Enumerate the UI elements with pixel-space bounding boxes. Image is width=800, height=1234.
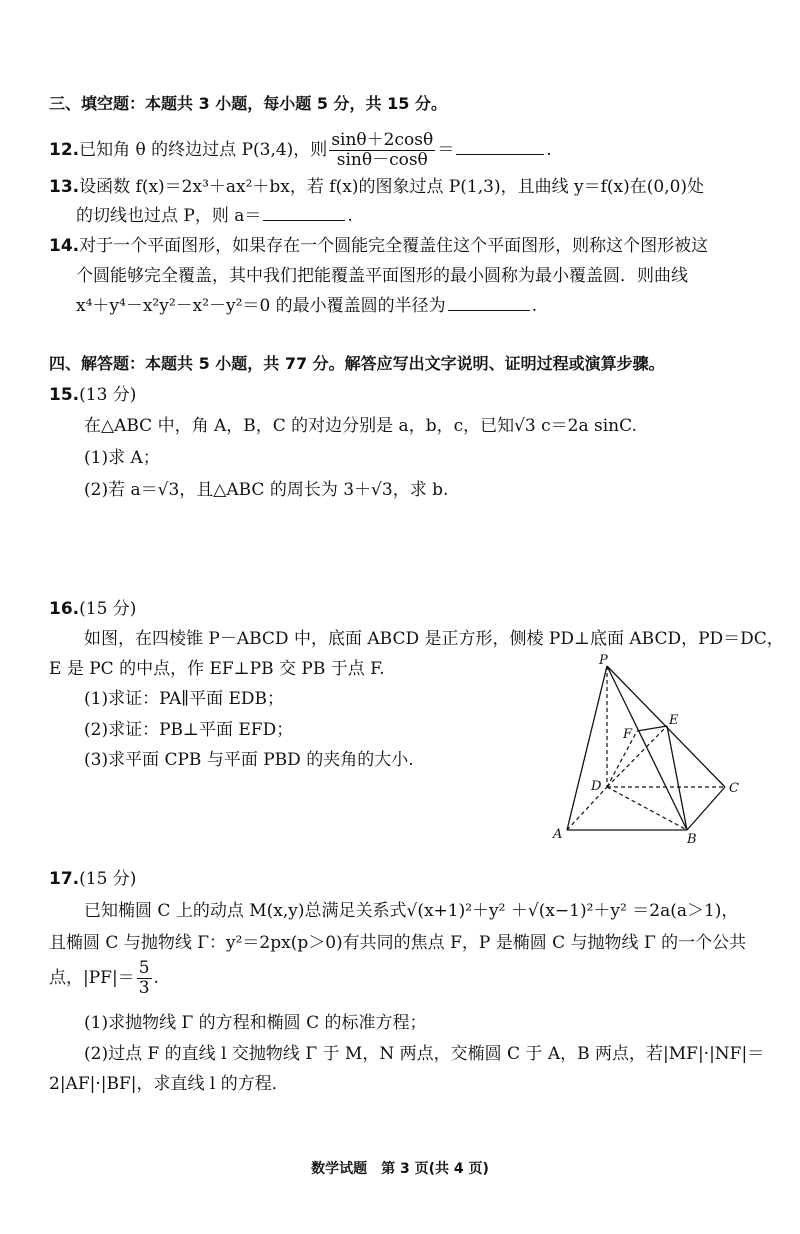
question-14-line-3: [76, 295, 537, 317]
period: .: [531, 296, 538, 316]
label-E: E: [669, 713, 679, 728]
fraction: [329, 131, 435, 170]
question-15-header: [49, 384, 136, 406]
segment-DF: [607, 731, 637, 787]
question-12: [49, 128, 552, 172]
question-number: 17.: [49, 869, 80, 889]
question-15-text: 在△ABC 中，角 A，B，C 的对边分别是 a，b，c，已知√3 c＝2a sinC.: [84, 416, 637, 436]
fraction: [137, 959, 152, 998]
question-13-line-2: [76, 205, 353, 227]
question-text: 的切线也过点 P，则 a＝: [76, 206, 262, 226]
question-15-part-1: (1)求 A；: [84, 448, 160, 468]
period: .: [546, 140, 552, 160]
segment-EB: [667, 726, 687, 830]
fraction-denominator: 3: [138, 978, 150, 998]
answer-blank: [448, 296, 530, 311]
question-text: 对于一个平面图形，如果存在一个圆能完全覆盖住这个平面图形，则称这个图形被这: [79, 236, 709, 256]
question-14: [49, 235, 708, 257]
fraction-denominator: sinθ－cosθ: [336, 150, 428, 170]
question-15-part-2: (2)若 a＝√3，且△ABC 的周长为 3＋√3，求 b.: [84, 480, 449, 500]
question-16-part-1: (1)求证：PA∥平面 EDB；: [84, 689, 285, 709]
question-17-part-1: (1)求抛物线 Γ 的方程和椭圆 C 的标准方程；: [84, 1013, 427, 1033]
question-number: 16.: [49, 599, 80, 619]
question-16-text-1: 如图，在四棱锥 P－ABCD 中，底面 ABCD 是正方形，侧棱 PD⊥底面 ABCD，PD＝DC，: [84, 629, 784, 649]
period: .: [347, 206, 353, 226]
question-text: 点，|PF|＝: [49, 968, 135, 988]
question-13: [49, 176, 704, 198]
question-text: 已知角 θ 的终边过点 P(3,4)，则: [79, 140, 328, 160]
question-score: (15 分): [79, 869, 137, 889]
segment-DE: [607, 726, 667, 787]
label-D: D: [591, 779, 602, 794]
question-score: (15 分): [79, 599, 137, 619]
question-number: 14.: [49, 236, 80, 256]
question-17-text-3: [49, 956, 159, 1000]
question-16-part-2: (2)求证：PB⊥平面 EFD；: [84, 720, 294, 740]
question-14-line-2: 个圆能够完全覆盖，其中我们把能覆盖平面图形的最小圆称为最小覆盖圆．则曲线: [76, 266, 688, 286]
question-number: 15.: [49, 385, 80, 405]
label-F: F: [623, 727, 633, 742]
label-P: P: [599, 653, 608, 668]
edge-BC: [687, 787, 725, 830]
period: .: [153, 968, 159, 988]
label-B: B: [687, 832, 697, 847]
segment-DB: [607, 787, 687, 830]
label-A: A: [553, 827, 563, 842]
question-16-header: [49, 598, 136, 620]
label-C: C: [729, 781, 739, 796]
question-17-text-2: 且椭圆 C 与抛物线 Γ：y²＝2px(p＞0)有共同的焦点 F，P 是椭圆 C 与抛物线 Γ 的一个公共: [49, 933, 747, 953]
page-footer: 数学试题 第 3 页(共 4 页): [311, 1161, 489, 1177]
fraction-numerator: 5: [138, 958, 150, 978]
section-3-title: 三、填空题：本题共 3 小题，每小题 5 分，共 15 分。: [49, 94, 447, 113]
question-number: 12.: [49, 140, 80, 160]
pyramid-figure: [545, 650, 755, 850]
question-text: 设函数 f(x)＝2x³＋ax²＋bx，若 f(x)的图象过点 P(1,3)，且曲线 y＝f(x)在(0,0)处: [79, 177, 705, 197]
question-16-part-3: (3)求平面 CPB 与平面 PBD 的夹角的大小.: [84, 750, 414, 770]
answer-blank: [456, 140, 544, 155]
fraction-numerator: sinθ＋2cosθ: [331, 130, 434, 150]
answer-blank: [263, 206, 345, 221]
question-17-part-2-cont: 2|AF|·|BF|，求直线 l 的方程．: [49, 1074, 289, 1094]
equals-sign: ＝: [437, 140, 455, 160]
question-number: 13.: [49, 177, 80, 197]
question-17-header: [49, 868, 136, 890]
question-16-text-2: E 是 PC 的中点，作 EF⊥PB 交 PB 于点 F.: [49, 659, 385, 679]
section-4-title: 四、解答题：本题共 5 小题，共 77 分。解答应写出文字说明、证明过程或演算步骤。: [49, 354, 665, 373]
question-17-part-2: (2)过点 F 的直线 l 交抛物线 Γ 于 M，N 两点，交椭圆 C 于 A，B 两点，若|MF|·|NF|＝: [84, 1044, 765, 1064]
question-text: x⁴＋y⁴－x²y²－x²－y²＝0 的最小覆盖圆的半径为: [76, 296, 446, 316]
question-17-text-1: 已知椭圆 C 上的动点 M(x,y)总满足关系式√(x+1)²＋y² ＋√(x−1)²＋y² ＝2a(a＞1)，: [84, 901, 739, 921]
edge-PA: [567, 666, 607, 830]
edge-PB: [607, 666, 687, 830]
question-score: (13 分): [79, 385, 137, 405]
